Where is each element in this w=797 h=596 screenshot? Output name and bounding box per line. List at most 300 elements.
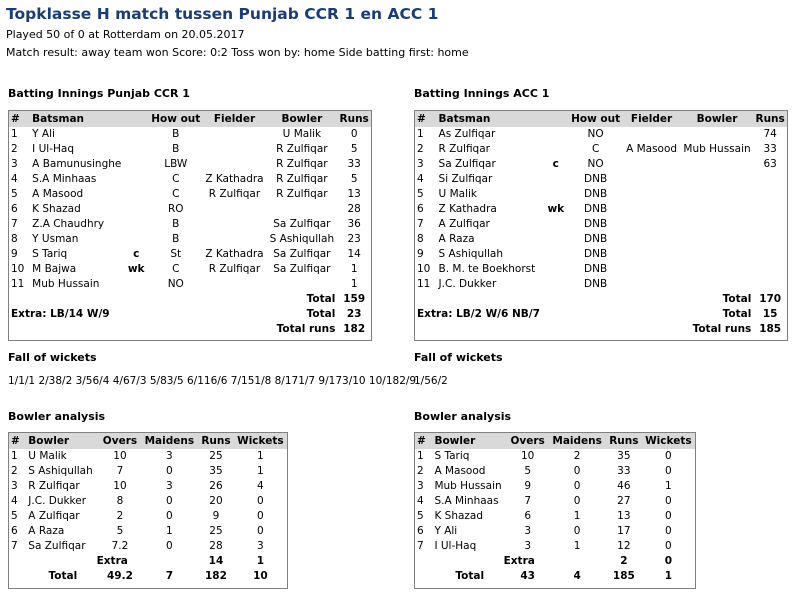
runs-cell [753,247,787,262]
bat-num-cell: 5 [11,188,18,200]
fielder-cell [622,187,680,202]
maidens-cell: 2 [573,450,581,462]
how-out-cell: DNB [584,263,608,275]
home-fall-of-wickets: 1/1/1 2/38/2 3/56/4 4/67/3 5/83/5 6/116/6 7/151/8 8/171/7 9/173/10 10/182/9 [8,375,417,387]
bowler-cell: Sa Zulfiqar [273,218,331,230]
table-row [415,217,787,232]
wickets-cell: 0 [665,465,672,477]
bat-num-cell: 10 [11,263,25,275]
maidens-cell: 0 [573,465,581,477]
bat-num-cell: 3 [417,158,424,170]
total-label: Total [48,570,78,582]
how-out-cell: C [172,263,180,275]
maidens-cell: 1 [166,525,173,537]
batsman-cell: Si Zulfiqar [438,173,493,185]
overs-cell: 8 [116,495,124,507]
runs-cell [753,262,787,277]
maidens-cell: 0 [166,465,173,477]
bat-num-cell: 6 [11,203,18,215]
bowler-cell [681,277,754,292]
how-out-cell: DNB [584,248,608,260]
bowler-cell: U Malik [28,450,67,462]
extra-label: Extra [503,555,535,567]
col-header-bowl-num: # [11,434,20,447]
maidens-cell: 0 [166,510,173,522]
bat-num-cell: 11 [11,278,25,290]
bowler-cell: Mub Hussain [683,143,751,155]
maidens-cell: 0 [573,525,581,537]
batsman-role-cell [543,187,569,202]
batsman-role-cell [123,232,149,247]
bat-num-cell: 6 [417,203,424,215]
bowler-cell: R Zulfiqar [276,173,328,185]
batsman-cell: Z.A Chaudhry [32,218,105,230]
total-label: Total [306,293,336,305]
batsman-cell: Y Usman [32,233,79,245]
total-runs-label: Total runs [276,323,336,335]
bowl-num-cell: 6 [417,525,424,537]
batsman-cell: A Bamunusinghe [32,158,122,170]
fielder-cell: A Masood [626,143,678,155]
bat-num-cell: 4 [417,173,424,185]
total-runs-label: Total runs [692,323,752,335]
runs-cell [753,277,787,292]
bat-num-cell: 8 [11,233,18,245]
table-row [415,464,695,479]
table-row [9,187,371,202]
fielder-cell: R Zulfiqar [208,263,261,275]
wickets-cell: 1 [257,450,264,462]
col-header-batsman-role [123,111,149,127]
fielder-cell [203,202,267,217]
runs-cell: 63 [763,158,777,170]
overs-cell: 3 [524,525,531,537]
bat-num-cell: 5 [417,188,424,200]
home-batting-title: Batting Innings Punjab CCR 1 [8,87,190,100]
bowler-cell [266,202,337,217]
bat-num-cell: 9 [11,248,18,260]
bowler-cell [681,172,754,187]
bowl-num-cell: 7 [417,540,424,552]
table-header-row [415,433,695,449]
bat-num-cell: 7 [417,218,424,230]
runs-cell: 13 [347,188,361,200]
table-row [415,202,787,217]
col-header-fielder: Fielder [213,112,256,125]
fielder-cell [622,277,680,292]
overs-cell: 7 [524,495,531,507]
bat-num-cell: 11 [417,278,431,290]
batsman-cell: Sa Zulfiqar [438,158,496,170]
page-title: Topklasse H match tussen Punjab CCR 1 en ACC 1 [6,5,439,23]
total-row [415,292,787,307]
table-row [9,524,287,539]
runs-cell: 35 [617,450,631,462]
table-row [9,142,371,157]
bowler-cell [266,277,337,292]
wickets-cell: 0 [665,540,672,552]
bowl-num-cell: 3 [417,480,424,492]
fielder-cell [203,277,267,292]
table-row [9,464,287,479]
col-header-how-out: How out [151,112,201,125]
fielder-cell [622,217,680,232]
bowler-cell: S Ashiqullah [269,233,335,245]
how-out-cell: LBW [164,158,188,170]
bowler-cell: R Zulfiqar [276,188,328,200]
bat-num-cell: 7 [11,218,18,230]
runs-cell: 25 [209,450,223,462]
overs-cell: 2 [116,510,124,522]
home-batting-table [8,110,372,341]
bowler-cell: U Malik [282,128,322,140]
total-maidens: 4 [573,570,581,582]
batsman-role-cell [543,277,569,292]
runs-cell: 20 [209,495,223,507]
fielder-cell [203,217,267,232]
extras-text: Extra: LB/2 W/6 NB/7 [417,308,540,320]
fielder-cell [203,232,267,247]
how-out-cell: DNB [584,233,608,245]
total-overs: 49.2 [107,570,133,582]
table-row [9,157,371,172]
runs-cell [753,172,787,187]
bat-num-cell: 4 [11,173,18,185]
match-result: Match result: away team won Score: 0:2 Toss won by: home Side batting first: home [6,46,469,59]
fielder-cell [203,142,267,157]
fielder-cell [622,262,680,277]
bowler-cell: A Masood [434,465,486,477]
runs-cell: 5 [350,173,358,185]
overs-cell: 9 [524,480,531,492]
batsman-role-cell [543,217,569,232]
how-out-cell: C [172,173,180,185]
runs-cell: 5 [350,143,358,155]
batsman-role-cell [543,232,569,247]
table-row [9,509,287,524]
away-fow-title: Fall of wickets [414,351,503,364]
bowler-cell: Sa Zulfiqar [273,263,331,275]
bat-num-cell: 3 [11,158,18,170]
runs-cell: 14 [347,248,361,260]
wickets-cell: 4 [257,480,264,492]
wickets-cell: 0 [665,525,672,537]
bat-num-cell: 2 [417,143,424,155]
table-row [9,539,287,554]
bowl-num-cell: 3 [11,480,18,492]
total-row [9,569,287,584]
batsman-cell: A Zulfiqar [438,218,490,230]
total-overs: 43 [520,570,535,582]
total-wickets: 10 [253,570,268,582]
fielder-cell [622,127,680,142]
wickets-cell: 0 [257,525,264,537]
runs-cell [753,202,787,217]
batsman-role-cell [543,142,569,157]
extra-wickets: 0 [664,555,672,567]
runs-cell: 74 [763,128,777,140]
table-row [9,202,371,217]
extra-row [9,554,287,569]
total-runs-row [415,322,787,337]
bat-num-cell: 9 [417,248,424,260]
col-header-batsman-role [543,111,569,127]
batsman-role-cell: wk [547,203,565,215]
col-header-batsman: Batsman [438,112,491,125]
home-bowling-title: Bowler analysis [8,410,106,423]
how-out-cell: B [172,233,180,245]
total-value: 170 [759,293,782,305]
fielder-cell: R Zulfiqar [208,188,261,200]
batsman-role-cell [123,157,149,172]
how-out-cell: NO [587,128,604,140]
wickets-cell: 1 [665,480,672,492]
bowl-num-cell: 5 [11,510,18,522]
runs-cell: 1 [350,263,358,275]
runs-cell: 33 [617,465,631,477]
total-runs-row [9,322,371,337]
overs-cell: 7.2 [111,540,129,552]
col-header-maidens: Maidens [552,434,602,447]
runs-cell: 1 [350,278,358,290]
runs-cell: 13 [617,510,631,522]
overs-cell: 10 [520,450,535,462]
bowler-cell: R Zulfiqar [276,158,328,170]
bat-num-cell: 8 [417,233,424,245]
table-row [415,449,695,464]
total-label: Total [455,570,485,582]
batsman-cell: J.C. Dukker [438,278,497,290]
bowler-cell: I Ul-Haq [434,540,477,552]
how-out-cell: NO [587,158,604,170]
table-row [415,277,787,292]
batsman-cell: S Tariq [32,248,68,260]
col-header-runs: Runs [339,112,369,125]
batsman-cell: Mub Hussain [32,278,100,290]
bowler-cell: Y Ali [434,525,458,537]
runs-cell [753,217,787,232]
col-header-bowler: Bowler [281,112,323,125]
bowler-cell: R Zulfiqar [276,143,328,155]
extra-wickets: 1 [256,555,265,567]
how-out-cell: DNB [584,218,608,230]
col-header-batsman: Batsman [32,112,85,125]
how-out-cell: DNB [584,278,608,290]
batsman-role-cell [123,127,149,142]
extras-total-label: Total [306,308,336,320]
how-out-cell: RO [167,203,184,215]
maidens-cell: 0 [166,495,173,507]
total-runs: 185 [612,570,635,582]
bowl-num-cell: 1 [11,450,18,462]
batsman-role-cell [123,202,149,217]
batsman-cell: S Ashiqullah [438,248,504,260]
bat-num-cell: 2 [11,143,18,155]
bowler-cell [681,247,754,262]
extras-total-value: 15 [762,308,778,320]
away-fall-of-wickets: 1/56/2 [414,375,448,387]
bowl-num-cell: 4 [417,495,424,507]
away-bowling-title: Bowler analysis [414,410,512,423]
total-maidens: 7 [165,570,173,582]
runs-cell: 23 [347,233,361,245]
table-row [415,524,695,539]
batsman-role-cell [123,217,149,232]
wickets-cell: 0 [665,495,672,507]
bowler-cell: S Ashiqullah [28,465,93,477]
bowler-cell: A Zulfiqar [28,510,80,522]
bowler-cell [681,262,754,277]
batsman-role-cell [543,172,569,187]
extra-runs: 2 [620,555,628,567]
table-row [415,157,787,172]
bowler-cell: S Tariq [434,450,470,462]
runs-cell: 9 [212,510,220,522]
extras-total-value: 23 [346,308,362,320]
wickets-cell: 3 [257,540,264,552]
how-out-cell: B [172,143,180,155]
batsman-role-cell: wk [127,263,145,275]
runs-cell: 12 [617,540,631,552]
bowler-cell [681,127,754,142]
batsman-role-cell: c [552,158,559,170]
table-row [9,262,371,277]
runs-cell: 46 [617,480,631,492]
bowler-cell: Sa Zulfiqar [273,248,331,260]
total-label: Total [722,293,752,305]
bowler-cell: S.A Minhaas [434,495,499,507]
bowler-cell: K Shazad [434,510,484,522]
runs-cell [753,232,787,247]
extras-row [415,307,787,322]
batsman-role-cell [543,127,569,142]
batsman-cell: As Zulfiqar [438,128,496,140]
bowler-cell [681,232,754,247]
col-header-bat-num: # [11,112,20,125]
overs-cell: 10 [113,450,127,462]
col-header-runs: Runs [609,434,639,447]
bowler-cell [681,217,754,232]
maidens-cell: 0 [573,495,581,507]
bowler-cell: J.C. Dukker [28,495,87,507]
total-value: 159 [343,293,366,305]
runs-cell: 28 [347,203,361,215]
fielder-cell [203,157,267,172]
col-header-runs: Runs [755,112,785,125]
fielder-cell [622,232,680,247]
fielder-cell [622,202,680,217]
total-wickets: 1 [664,570,672,582]
table-row [415,509,695,524]
how-out-cell: St [170,248,182,260]
wickets-cell: 0 [257,495,264,507]
table-row [9,277,371,292]
how-out-cell: DNB [584,188,608,200]
table-row [9,494,287,509]
wickets-cell: 0 [665,510,672,522]
table-row [415,187,787,202]
runs-cell: 26 [209,480,223,492]
table-row [9,247,371,262]
table-row [415,539,695,554]
bowl-num-cell: 5 [417,510,424,522]
overs-cell: 5 [524,465,531,477]
table-header-row [415,111,787,127]
bowl-num-cell: 6 [11,525,18,537]
bowler-cell [681,187,754,202]
bowl-num-cell: 4 [11,495,18,507]
fielder-cell [622,172,680,187]
extra-row [415,554,695,569]
fielder-cell: Z Kathadra [205,173,264,185]
runs-cell: 35 [209,465,223,477]
fielder-cell [203,127,267,142]
table-row [415,479,695,494]
maidens-cell: 0 [573,480,581,492]
runs-cell [753,187,787,202]
col-header-bowler: Bowler [696,112,738,125]
batsman-cell: S.A Minhaas [32,173,97,185]
away-batting-table [414,110,788,341]
col-header-maidens: Maidens [144,434,195,447]
total-row [415,569,695,584]
total-runs-value: 185 [759,323,782,335]
batsman-cell: Z Kathadra [438,203,497,215]
col-header-wickets: Wickets [645,434,692,447]
away-bowling-table [414,432,696,589]
col-header-overs: Overs [510,434,545,447]
how-out-cell: B [172,218,180,230]
bowl-num-cell: 1 [417,450,424,462]
extra-label: Extra [96,555,128,567]
batsman-cell: A Masood [32,188,84,200]
batsman-role-cell [543,247,569,262]
batsman-cell: R Zulfiqar [438,143,490,155]
table-header-row [9,111,371,127]
table-row [9,479,287,494]
bat-num-cell: 1 [11,128,18,140]
home-fow-title: Fall of wickets [8,351,97,364]
fielder-cell: Z Kathadra [205,248,264,260]
wickets-cell: 0 [665,450,672,462]
col-header-bowler: Bowler [434,434,476,447]
bowler-cell: R Zulfiqar [28,480,80,492]
extras-total-label: Total [722,308,752,320]
table-row [415,127,787,142]
fielder-cell [622,247,680,262]
bowler-cell: Sa Zulfiqar [28,540,86,552]
table-row [9,127,371,142]
overs-cell: 6 [524,510,531,522]
table-row [415,494,695,509]
bowler-cell: Mub Hussain [434,480,502,492]
batsman-role-cell [123,172,149,187]
batsman-cell: K Shazad [32,203,81,215]
how-out-cell: B [172,128,180,140]
col-header-bat-num: # [417,112,426,125]
batsman-cell: B. M. te Boekhorst [438,263,536,275]
overs-cell: 10 [113,480,127,492]
extras-text: Extra: LB/14 W/9 [11,308,110,320]
wickets-cell: 1 [257,465,264,477]
runs-cell: 0 [350,128,358,140]
table-row [9,232,371,247]
wickets-cell: 0 [257,510,264,522]
how-out-cell: NO [167,278,184,290]
match-info: Played 50 of 0 at Rotterdam on 20.05.2017 [6,28,245,41]
batsman-cell: M Bajwa [32,263,77,275]
how-out-cell: C [172,188,180,200]
